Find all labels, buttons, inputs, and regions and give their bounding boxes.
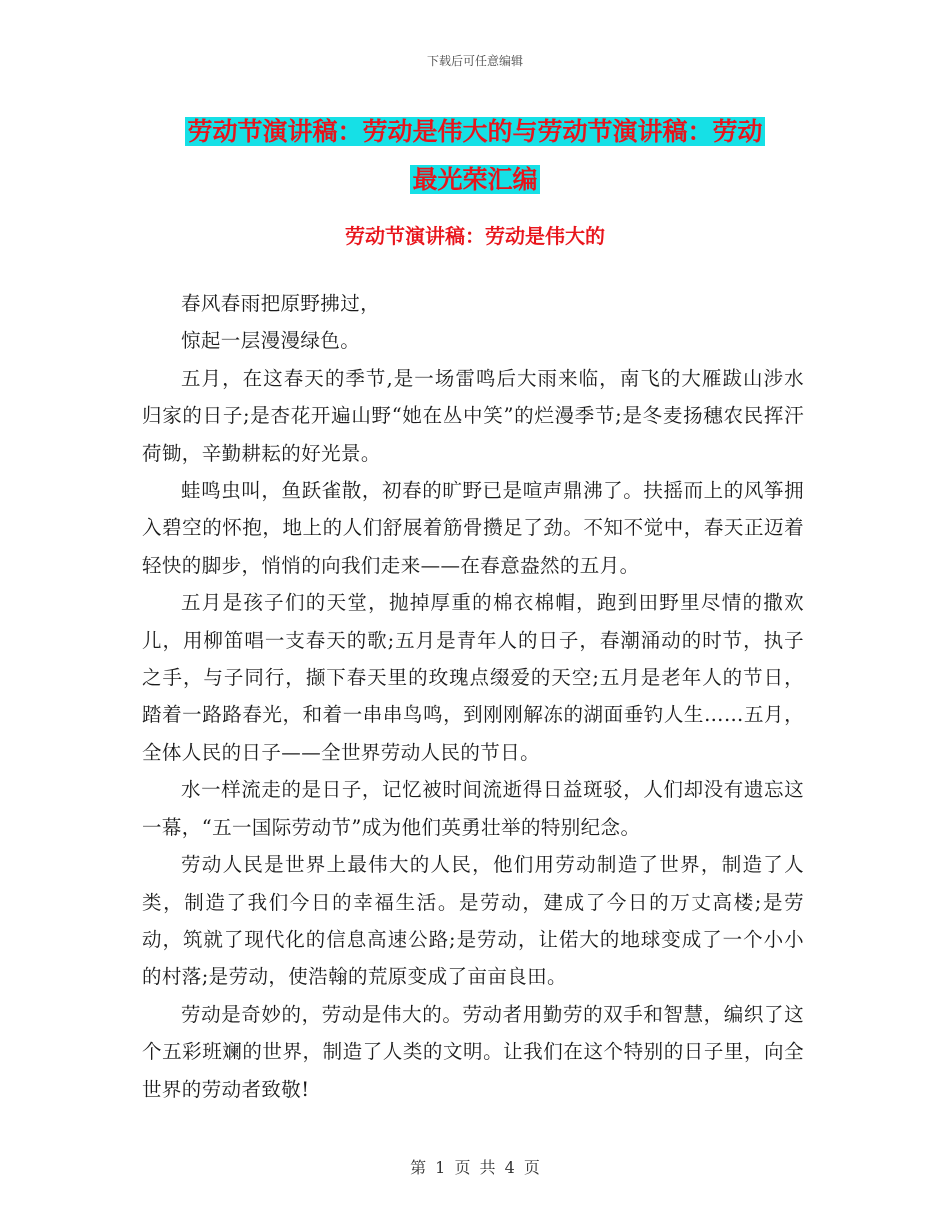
document-title-line-2: 最光荣汇编 [412, 165, 538, 194]
paragraph: 五月，在这春天的季节,是一场雷鸣后大雨来临，南飞的大雁跋山涉水归家的日子;是杏花开遍山野“她在丛中笑”的烂漫季节;是冬麦扬穗农民挥汗荷锄，辛勤耕耘的好光景。 [142, 366, 804, 465]
page-number: 第 1 页 共 4 页 [410, 1158, 540, 1177]
paragraph: 水一样流走的是日子，记忆被时间流逝得日益斑驳，人们却没有遗忘这一幕，“五一国际劳动节”成为他们英勇壮举的特别纪念。 [142, 778, 804, 839]
body-text [142, 285, 804, 1108]
paragraph: 劳动人民是世界上最伟大的人民，他们用劳动制造了世界，制造了人类，制造了我们今日的幸福生活。是劳动，建成了今日的万丈高楼;是劳动，筑就了现代化的信息高速公路;是劳动，让偌大的地球变成了一个小小的村落;是劳动，使浩翰的荒原变成了亩亩良田。 [142, 853, 804, 989]
header-note: 下载后可任意编辑 [426, 54, 523, 68]
paragraph: 春风春雨把原野拂过， [181, 292, 381, 315]
document-title [140, 108, 810, 204]
paragraph: 劳动是奇妙的，劳动是伟大的。劳动者用勤劳的双手和智慧，编织了这个五彩班斓的世界，制造了人类的文明。让我们在这个特别的日子里，向全世界的劳动者致敬! [142, 1002, 804, 1101]
paragraph: 惊起一层漫漫绿色。 [181, 329, 361, 353]
document-title-line-1: 劳动节演讲稿：劳动是伟大的与劳动节演讲稿：劳动 [187, 117, 763, 146]
section-title: 劳动节演讲稿：劳动是伟大的 [345, 224, 605, 248]
paragraph: 蛙鸣虫叫，鱼跃雀散，初春的旷野已是喧声鼎沸了。扶摇而上的风筝拥入碧空的怀抱，地上的人们舒展着筋骨攒足了劲。不知不觉中，春天正迈着轻快的脚步，悄悄的向我们走来——在春意盎然的五月。 [142, 479, 804, 577]
paragraph: 五月是孩子们的天堂，抛掉厚重的棉衣棉帽，跑到田野里尽情的撒欢儿，用柳笛唱一支春天的歌;五月是青年人的日子，春潮涌动的时节，执子之手，与子同行，撷下春天里的玫瑰点缀爱的天空;五月是老年人的节日，踏着一路路春光，和着一串串鸟鸣，到刚刚解冻的湖面垂钓人生……五月，全体人民的日子——全世界劳动人民的节日。 [142, 591, 804, 764]
